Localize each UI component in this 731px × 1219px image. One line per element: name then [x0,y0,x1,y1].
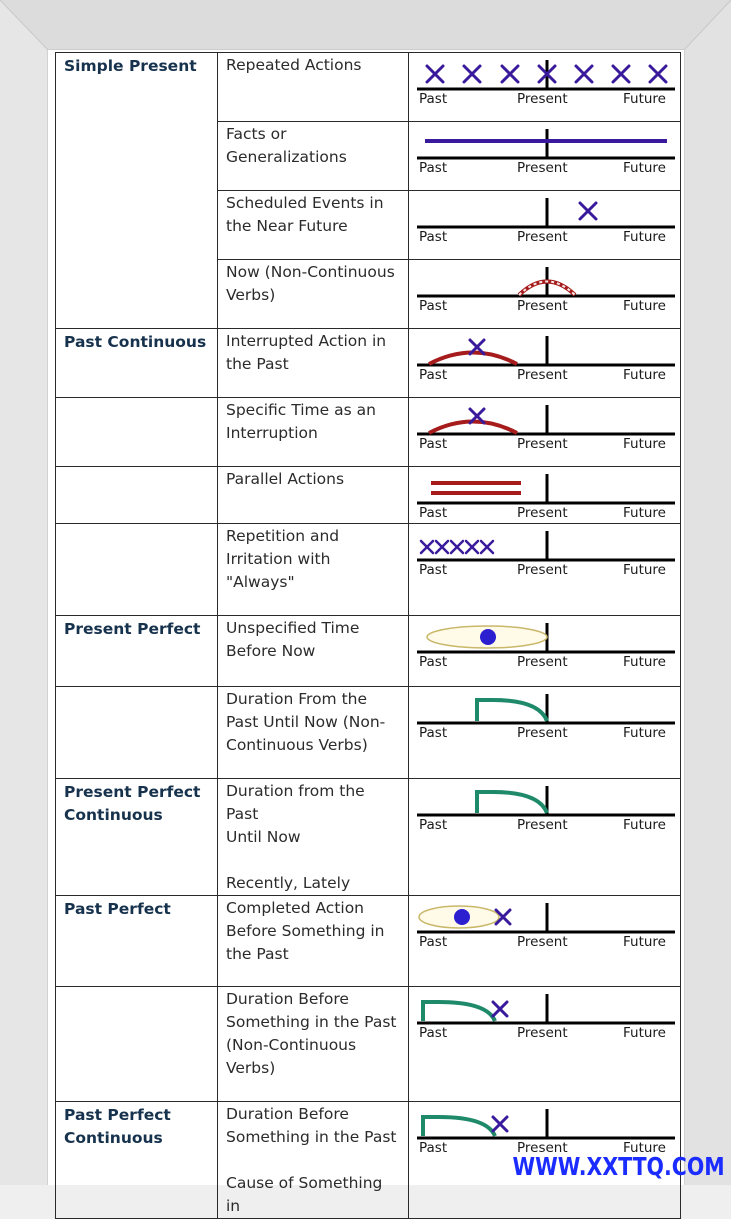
timeline-cell [409,987,681,1102]
use-description: Duration Before Something in the Past (Non-Continuous Verbs) [226,990,397,1077]
x-mark [421,541,433,553]
timeline-cell [409,398,681,467]
timeline [409,1106,680,1158]
timeline-cell [409,524,681,616]
tense-name: Simple Present [64,57,197,75]
past-label: Past [419,817,448,833]
x-mark [576,66,592,82]
table-row [56,987,681,1102]
use-description: Now (Non-Continuous Verbs) [226,263,395,304]
timeline-diagram [409,991,680,1043]
timeline-diagram [409,691,680,743]
tense-cell [56,53,218,329]
action-arc [429,422,517,434]
future-label: Future [623,436,666,452]
tense-name: Past Perfect [64,900,171,918]
present-label: Present [517,654,568,670]
duration-arc [423,1117,495,1136]
use-description: Parallel Actions [226,470,345,488]
timeline-diagram [409,333,680,385]
timeline [409,333,680,385]
timeline-cell [409,467,681,524]
use-cell [218,616,409,687]
use-cell [218,191,409,260]
present-label: Present [517,91,568,107]
table-row [56,616,681,687]
past-label: Past [419,367,448,383]
tense-name: Past Continuous [64,333,207,351]
timeline-cell [409,687,681,779]
present-label: Present [517,934,568,950]
timeline [409,471,680,523]
future-label: Future [623,505,666,521]
past-label: Past [419,725,448,741]
duration-arc [477,700,547,721]
use-cell [218,896,409,987]
present-label: Present [517,298,568,314]
timeline-diagram [409,900,680,952]
timeline-diagram [409,620,680,672]
use-cell [218,398,409,467]
past-label: Past [419,1025,448,1041]
timeline-diagram [409,57,680,109]
future-label: Future [623,562,666,578]
future-label: Future [623,160,666,176]
use-description: Interrupted Action in the Past [226,332,387,373]
duration-arc [423,1002,495,1021]
use-cell [218,260,409,329]
use-description: Facts or Generalizations [226,125,347,166]
timeline-cell [409,779,681,896]
timeline-cell [409,191,681,260]
use-cell [218,329,409,398]
use-cell [218,779,409,896]
table-row [56,398,681,467]
present-label: Present [517,725,568,741]
timeline [409,900,680,952]
future-label: Future [623,1140,666,1156]
present-label: Present [517,367,568,383]
past-label: Past [419,654,448,670]
timeline-cell [409,53,681,122]
use-cell [218,987,409,1102]
x-mark [427,66,443,82]
use-description: Duration From the Past Until Now (Non- Continuous Verbs) [226,690,386,754]
tense-cell [56,896,218,987]
tense-name: Present Perfect Continuous [64,783,201,824]
tense-cell [56,779,218,896]
past-label: Past [419,934,448,950]
timeline [409,783,680,835]
event-dot [454,909,470,925]
future-label: Future [623,1025,666,1041]
x-mark [613,66,629,82]
tense-cell [56,1102,218,1219]
future-label: Future [623,654,666,670]
use-description: Specific Time as an Interruption [226,401,376,442]
tense-cell [56,467,218,524]
table-row [56,53,681,122]
x-mark [436,541,448,553]
use-cell [218,53,409,122]
tense-cell [56,987,218,1102]
tense-cell [56,329,218,398]
future-label: Future [623,91,666,107]
x-mark [580,203,596,219]
x-mark [481,541,493,553]
use-cell [218,467,409,524]
future-label: Future [623,934,666,950]
duration-arc [477,792,547,813]
timeline-diagram [409,402,680,454]
tense-name [56,398,217,400]
event-dot [480,629,496,645]
tense-name: Past Perfect Continuous [64,1106,171,1147]
x-mark [502,66,518,82]
timeline-cell [409,122,681,191]
timeline-diagram [409,264,680,316]
use-description: Unspecified Time Before Now [226,619,360,660]
future-label: Future [623,817,666,833]
tense-cell [56,524,218,616]
x-mark [493,1002,507,1016]
use-description: Duration Before Something in the Past Cause of Something in [226,1105,397,1215]
present-label: Present [517,229,568,245]
past-label: Past [419,562,448,578]
timeline-diagram [409,1106,680,1158]
past-label: Past [419,229,448,245]
present-label: Present [517,505,568,521]
table-row [56,779,681,896]
use-cell [218,122,409,191]
tense-cell [56,687,218,779]
x-mark [464,66,480,82]
tense-name [56,524,217,526]
timeline-diagram [409,783,680,835]
use-description: Scheduled Events in the Near Future [226,194,384,235]
present-label: Present [517,562,568,578]
timeline [409,691,680,743]
timeline [409,195,680,247]
table-row [56,467,681,524]
x-mark [466,541,478,553]
past-label: Past [419,505,448,521]
table-row [56,687,681,779]
use-description: Duration from the Past Until Now Recently, Lately [226,782,365,892]
use-cell [218,687,409,779]
timeline [409,528,680,580]
action-arc [429,353,517,365]
tense-name [56,467,217,469]
tense-cell [56,616,218,687]
use-description: Repetition and Irritation with "Always" [226,527,340,591]
use-description: Repeated Actions [226,56,362,74]
tense-table [55,52,681,1219]
x-mark [650,66,666,82]
timeline [409,57,680,109]
x-mark [493,1117,507,1131]
past-label: Past [419,436,448,452]
future-label: Future [623,298,666,314]
past-label: Past [419,298,448,314]
timeline [409,126,680,178]
watermark: WWW.XXTTQ.COM [512,1152,725,1181]
x-mark [451,541,463,553]
past-label: Past [419,91,448,107]
tense-name [56,687,217,689]
table-row [56,524,681,616]
timeline-diagram [409,471,680,523]
tense-name: Present Perfect [64,620,201,638]
timeline-diagram [409,195,680,247]
future-label: Future [623,367,666,383]
past-label: Past [419,1140,448,1156]
present-label: Present [517,817,568,833]
future-label: Future [623,725,666,741]
timeline-diagram [409,126,680,178]
present-label: Present [517,1140,568,1156]
present-label: Present [517,436,568,452]
past-label: Past [419,160,448,176]
use-cell [218,524,409,616]
table-row [56,329,681,398]
timeline [409,402,680,454]
timeline-cell [409,616,681,687]
timeline [409,991,680,1043]
timeline-diagram [409,528,680,580]
tense-cell [56,398,218,467]
use-cell [218,1102,409,1219]
timeline-cell [409,260,681,329]
future-label: Future [623,229,666,245]
table-row [56,896,681,987]
tense-name [56,987,217,989]
use-description: Completed Action Before Something in the Past [226,899,385,963]
present-label: Present [517,1025,568,1041]
timeline [409,264,680,316]
present-label: Present [517,160,568,176]
timeline-cell [409,329,681,398]
timeline [409,620,680,672]
timeline-cell [409,896,681,987]
